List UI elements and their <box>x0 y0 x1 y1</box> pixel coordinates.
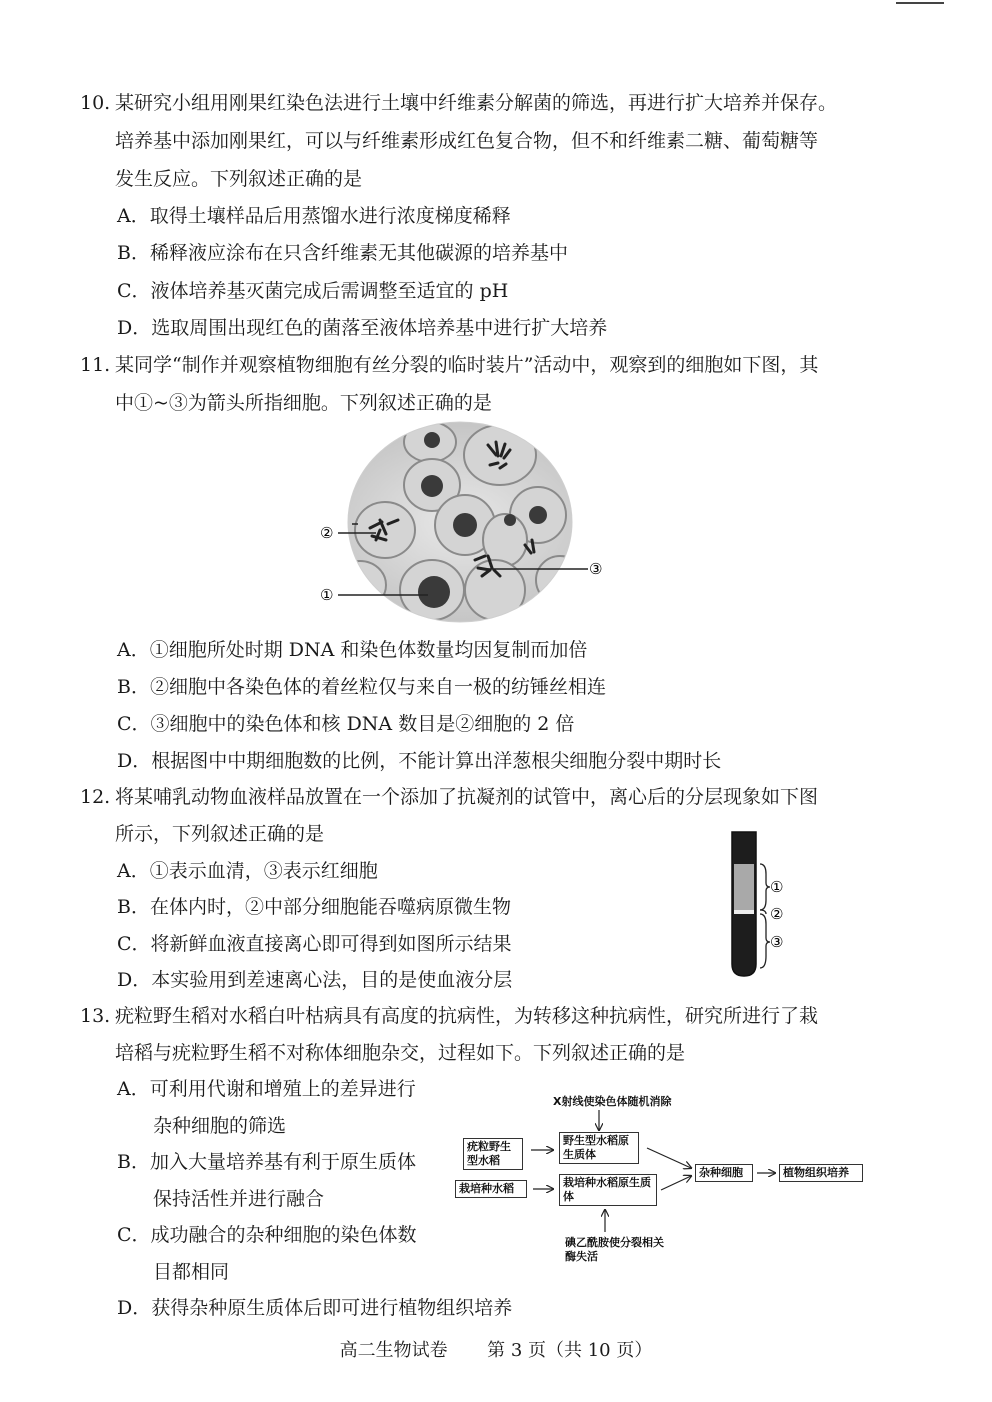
mitosis-micrograph <box>310 420 610 625</box>
flow-arrows <box>455 1090 875 1270</box>
q13-option-a: A．可利用代谢和增殖上的差异进行 <box>117 1078 416 1100</box>
q13-option-a-cont: 杂种细胞的筛选 <box>153 1115 287 1137</box>
micrograph-label-1: ① <box>320 586 334 604</box>
tube-label-1: ① <box>770 878 784 896</box>
q13-option-d: D．获得杂种原生质体后即可进行植物组织培养 <box>117 1297 513 1319</box>
q10-stem-line2: 培养基中添加刚果红，可以与纤维素形成红色复合物，但不和纤维素二糖、葡萄糖等 <box>115 130 819 152</box>
tissue-culture-box: 植物组织培养 <box>779 1164 863 1182</box>
q12-option-c: C．将新鲜血液直接离心即可得到如图所示结果 <box>117 933 512 955</box>
footer-subject: 高二生物试卷 <box>339 1340 448 1361</box>
tube-label-2: ② <box>770 905 784 923</box>
q10-option-c: C．液体培养基灭菌完成后需调整至适宜的 pH <box>117 280 509 302</box>
wild-protoplast-box: 野生型水稻原生质体 <box>559 1132 639 1164</box>
iodoacetamide-note: 碘乙酰胺使分裂相关酶失活 <box>565 1236 664 1263</box>
q11-number: 11. <box>80 354 111 376</box>
corner-rule <box>896 2 944 4</box>
q10-option-d: D．选取周围出现红色的菌落至液体培养基中进行扩大培养 <box>117 317 608 339</box>
q10-number: 10. <box>80 92 111 114</box>
q11-option-a: A．①细胞所处时期 DNA 和染色体数量均因复制而加倍 <box>117 639 588 661</box>
q13-stem-line1: 疣粒野生稻对水稻白叶枯病具有高度的抗病性，为转移这种抗病性，研究所进行了栽 <box>115 1005 819 1027</box>
footer-page-number: 第 3 页（共 10 页） <box>487 1340 653 1361</box>
page-footer <box>0 1336 992 1362</box>
q12-stem-line2: 所示，下列叙述正确的是 <box>115 823 325 845</box>
x-ray-note: X射线使染色体随机消除 <box>553 1095 672 1108</box>
q12-stem-line1: 将某哺乳动物血液样品放置在一个添加了抗凝剂的试管中，离心后的分层现象如下图 <box>115 786 819 808</box>
tube-label-3: ③ <box>770 933 784 951</box>
q13-option-c: C．成功融合的杂种细胞的染色体数 <box>117 1224 417 1246</box>
q10-stem-line3: 发生反应。下列叙述正确的是 <box>115 168 363 190</box>
q12-number: 12. <box>80 786 111 808</box>
cultivated-rice-box: 栽培种水稻 <box>455 1180 527 1198</box>
q10-option-b: B．稀释液应涂布在只含纤维素无其他碳源的培养基中 <box>117 242 568 264</box>
q13-option-b: B．加入大量培养基有利于原生质体 <box>117 1151 416 1173</box>
q13-option-c-cont: 目都相同 <box>153 1261 230 1283</box>
micrograph-label-3: ③ <box>589 560 603 578</box>
q11-option-b: B．②细胞中各染色体的着丝粒仅与来自一极的纺锤丝相连 <box>117 676 606 698</box>
q13-number: 13. <box>80 1005 111 1027</box>
q12-option-a: A．①表示血清，③表示红细胞 <box>117 860 378 882</box>
q11-option-c: C．③细胞中的染色体和核 DNA 数目是②细胞的 2 倍 <box>117 713 575 735</box>
cultivated-protoplast-box: 栽培种水稻原生质体 <box>559 1174 657 1206</box>
centrifuge-tube-diagram <box>720 828 820 980</box>
q11-option-d: D．根据图中中期细胞数的比例，不能计算出洋葱根尖细胞分裂中期时长 <box>117 750 722 772</box>
q13-stem-line2: 培稻与疣粒野生稻不对称体细胞杂交，过程如下。下列叙述正确的是 <box>115 1042 686 1064</box>
q10-option-a: A．取得土壤样品后用蒸馏水进行浓度梯度稀释 <box>117 205 511 227</box>
q10-stem-line1: 某研究小组用刚果红染色法进行土壤中纤维素分解菌的筛选，再进行扩大培养并保存。 <box>115 92 838 114</box>
q11-stem-line1: 某同学“制作并观察植物细胞有丝分裂的临时装片”活动中，观察到的细胞如下图，其 <box>115 354 819 376</box>
hybrid-cell-box: 杂种细胞 <box>695 1164 753 1182</box>
q12-option-b: B．在体内时，②中部分细胞能吞噬病原微生物 <box>117 896 511 918</box>
wild-rice-box: 疣粒野生型水稻 <box>463 1138 523 1170</box>
q13-option-b-cont: 保持活性并进行融合 <box>153 1188 325 1210</box>
q12-option-d: D．本实验用到差速离心法，目的是使血液分层 <box>117 969 513 991</box>
micrograph-label-2: ② <box>320 524 334 542</box>
hybridization-flow-diagram <box>455 1090 875 1270</box>
q11-stem-line2: 中①~③为箭头所指细胞。下列叙述正确的是 <box>115 392 492 414</box>
